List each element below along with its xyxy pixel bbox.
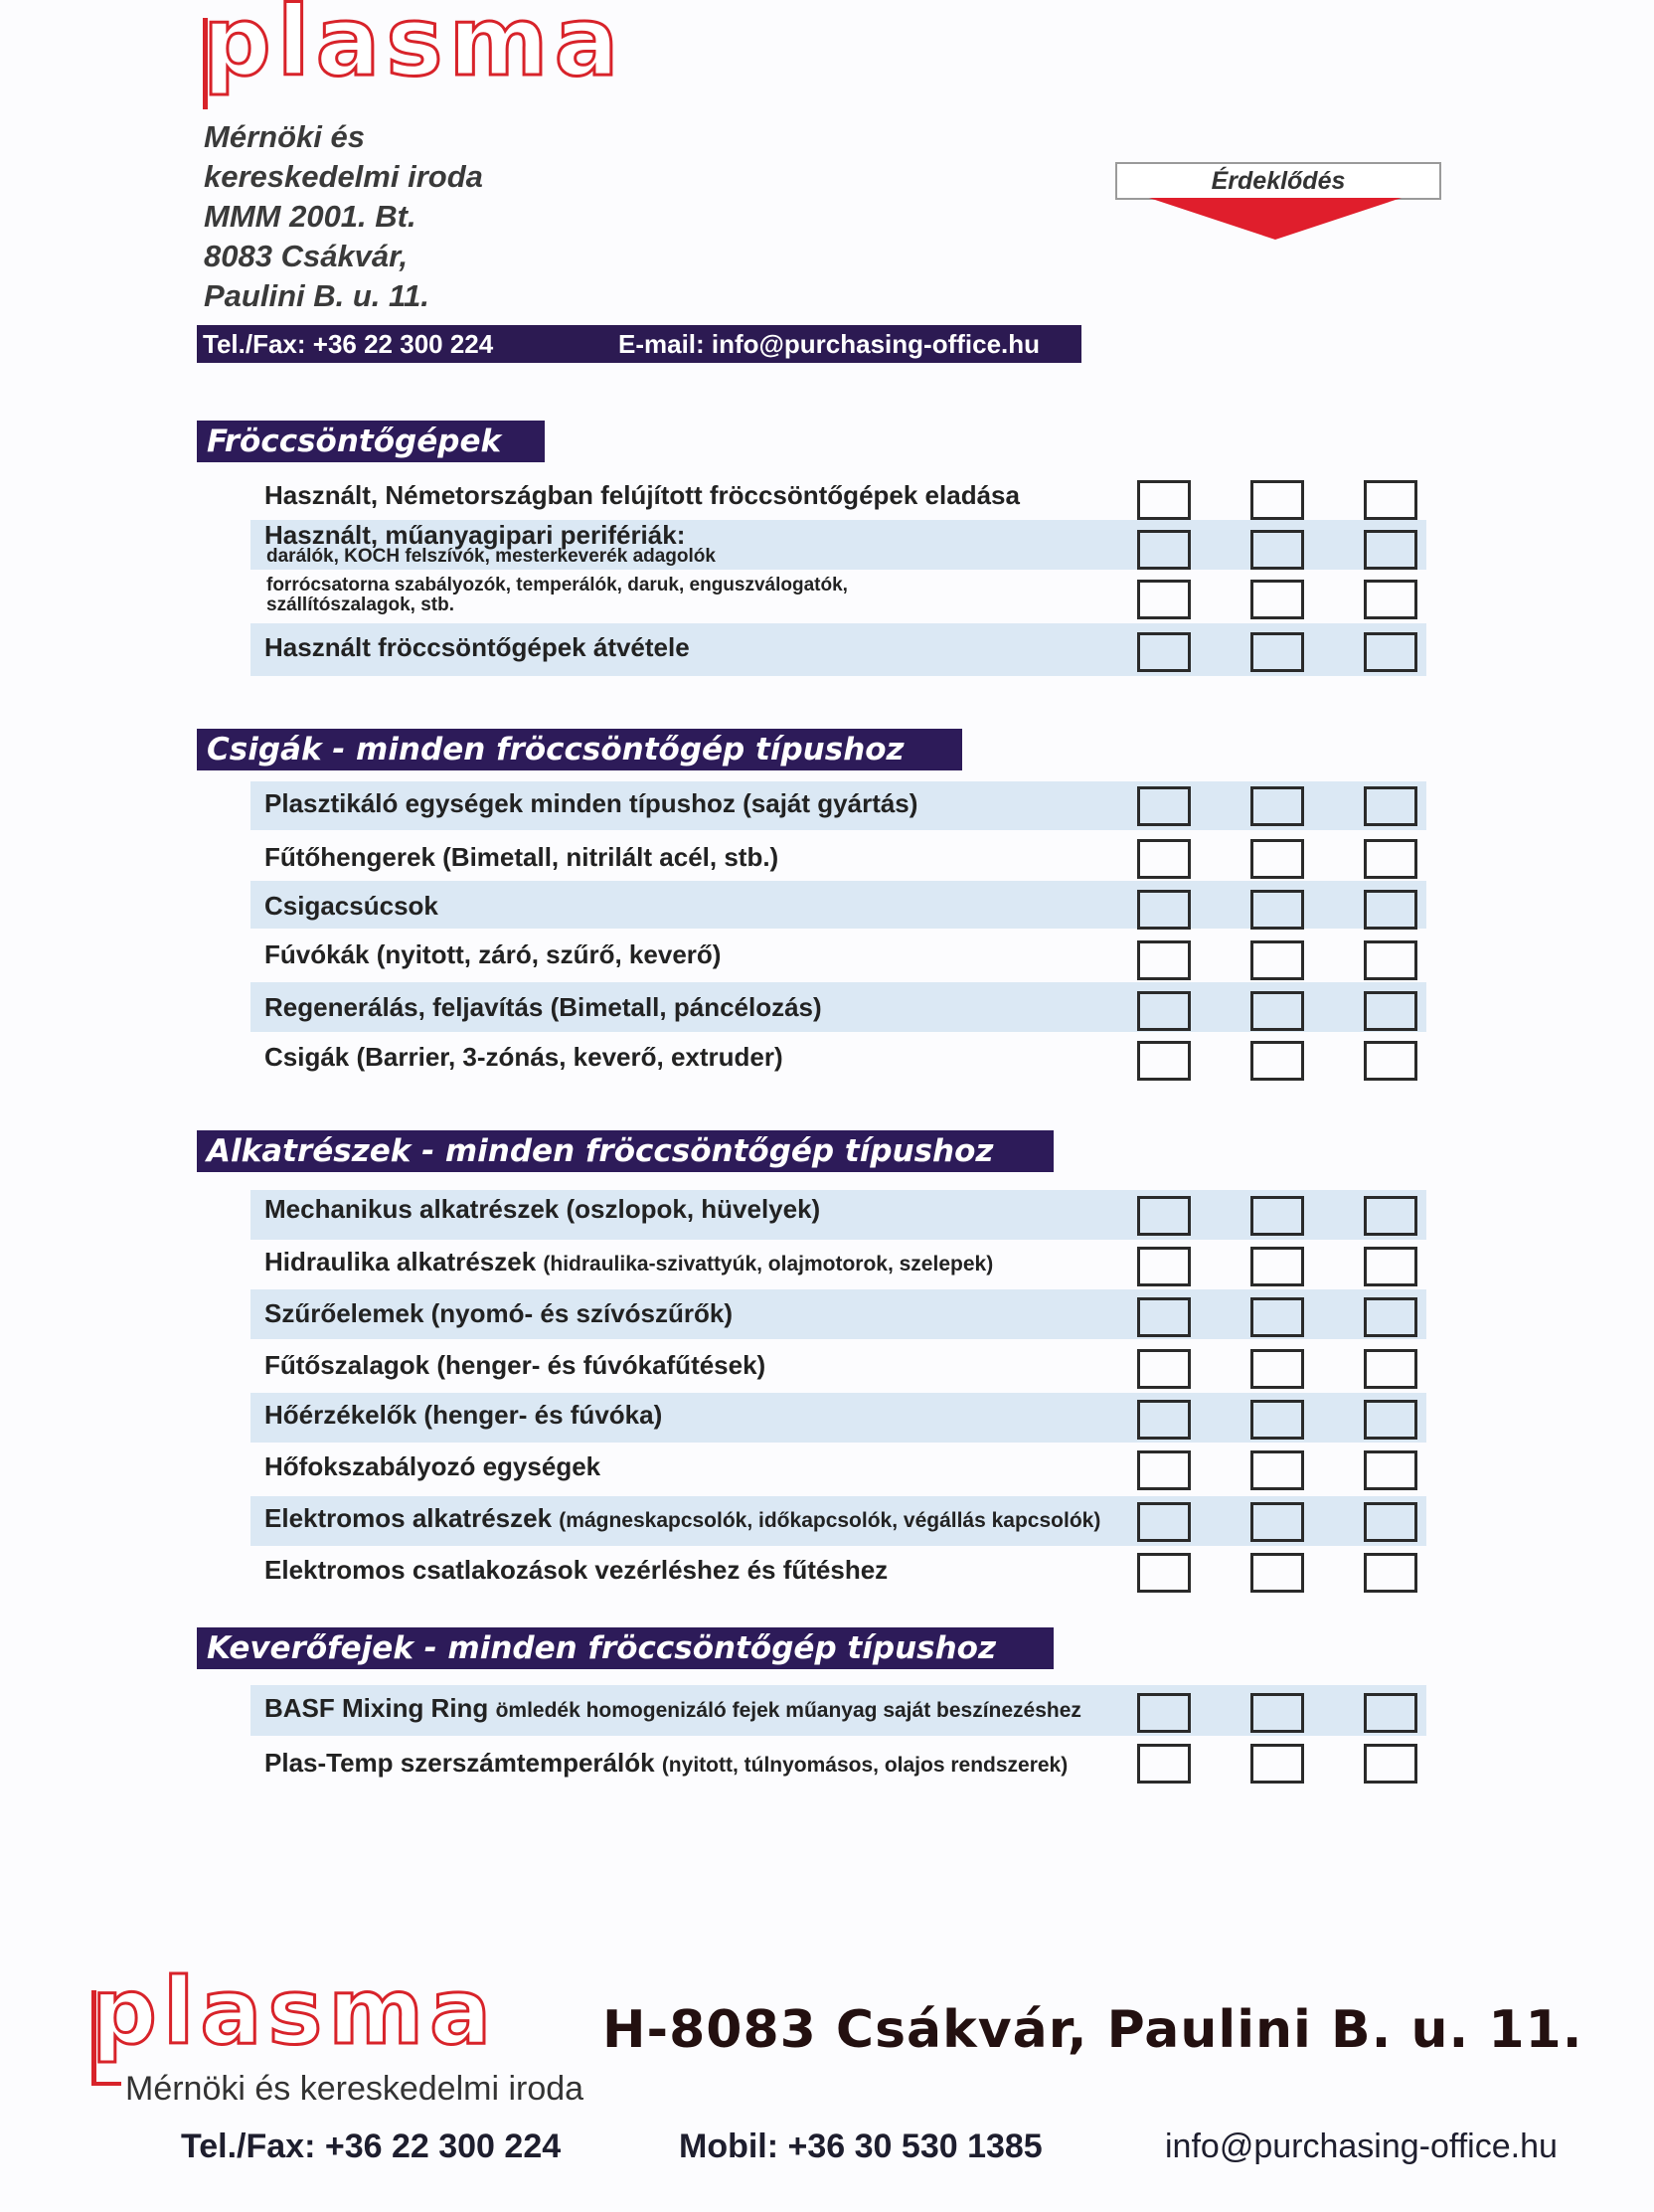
- interest-checkbox[interactable]: [1250, 1041, 1304, 1081]
- address-line: 8083 Csákvár,: [204, 239, 409, 273]
- interest-checkbox[interactable]: [1137, 1502, 1191, 1542]
- interest-checkbox[interactable]: [1364, 1247, 1417, 1286]
- interest-checkbox[interactable]: [1364, 580, 1417, 619]
- interest-checkbox[interactable]: [1250, 530, 1304, 570]
- interest-checkbox[interactable]: [1364, 940, 1417, 980]
- interest-checkbox[interactable]: [1250, 1196, 1304, 1236]
- list-item-label: Hidraulika alkatrészek: [264, 1247, 537, 1276]
- interest-checkbox[interactable]: [1364, 480, 1417, 520]
- interest-checkbox[interactable]: [1364, 632, 1417, 672]
- list-item-detail: ömledék homogenizáló fejek műanyag saját beszínezéshez: [495, 1699, 1081, 1722]
- interest-checkbox[interactable]: [1137, 991, 1191, 1031]
- list-item: Csigacsúcsok: [264, 891, 438, 921]
- interest-checkbox[interactable]: [1250, 1349, 1304, 1389]
- footer-address: H-8083 Csákvár, Paulini B. u. 11.: [602, 2000, 1583, 2060]
- address-line: Mérnöki és: [204, 119, 365, 154]
- list-item: Plasztikáló egységek minden típushoz (saját gyártás): [264, 788, 918, 818]
- interest-checkbox[interactable]: [1137, 1400, 1191, 1440]
- list-item-label: Elektromos alkatrészek: [264, 1503, 553, 1533]
- contact-bar: [197, 325, 1081, 363]
- section-title: Fröccsöntőgépek: [197, 421, 545, 462]
- interest-checkbox[interactable]: [1364, 1196, 1417, 1236]
- plasma-logo: plasma: [91, 1958, 498, 2065]
- interest-checkbox[interactable]: [1137, 1247, 1191, 1286]
- list-item: Fűtőszalagok (henger- és fúvókafűtések): [264, 1350, 766, 1380]
- list-item: Használt fröccsöntőgépek átvétele: [264, 632, 690, 662]
- interest-label: Érdeklődés: [1115, 162, 1441, 200]
- interest-checkbox[interactable]: [1250, 940, 1304, 980]
- interest-checkbox[interactable]: [1250, 1693, 1304, 1733]
- interest-checkbox[interactable]: [1250, 839, 1304, 879]
- interest-checkbox[interactable]: [1250, 632, 1304, 672]
- interest-checkbox[interactable]: [1364, 1744, 1417, 1784]
- list-item: Használt, műanyagipari perifériák:: [264, 520, 686, 550]
- list-item: Fúvókák (nyitott, záró, szűrő, keverő): [264, 939, 722, 969]
- interest-checkbox[interactable]: [1364, 530, 1417, 570]
- list-item-detail: (nyitott, túlnyomásos, olajos rendszerek): [661, 1754, 1069, 1777]
- interest-checkbox[interactable]: [1364, 1553, 1417, 1593]
- interest-checkbox[interactable]: [1250, 580, 1304, 619]
- section-title: Csigák - minden fröccsöntőgép típushoz: [197, 729, 962, 770]
- footer-mobile: Mobil: +36 30 530 1385: [679, 2127, 1043, 2165]
- list-item-detail: (hidraulika-szivattyúk, olajmotorok, szelepek): [543, 1253, 994, 1276]
- interest-checkbox[interactable]: [1137, 890, 1191, 930]
- list-item-detail: (mágneskapcsolók, időkapcsolók, végállás kapcsolók): [559, 1509, 1101, 1532]
- footer-tel: Tel./Fax: +36 22 300 224: [181, 2127, 562, 2165]
- list-item: Csigák (Barrier, 3-zónás, keverő, extruder): [264, 1042, 783, 1072]
- interest-checkbox[interactable]: [1250, 1400, 1304, 1440]
- interest-checkbox[interactable]: [1364, 786, 1417, 826]
- company-address: [204, 117, 483, 316]
- interest-checkbox[interactable]: [1137, 1196, 1191, 1236]
- interest-checkbox[interactable]: [1250, 1450, 1304, 1490]
- interest-checkbox[interactable]: [1364, 1400, 1417, 1440]
- list-item: Hőfokszabályozó egységek: [264, 1451, 601, 1481]
- interest-checkbox[interactable]: [1137, 940, 1191, 980]
- interest-checkbox[interactable]: [1137, 632, 1191, 672]
- list-item: Fűtőhengerek (Bimetall, nitrilált acél, stb.): [264, 842, 779, 872]
- contact-tel: Tel./Fax: +36 22 300 224: [203, 329, 494, 359]
- interest-checkbox[interactable]: [1364, 1450, 1417, 1490]
- list-item: [264, 1247, 993, 1279]
- interest-checkbox[interactable]: [1137, 1450, 1191, 1490]
- interest-checkbox[interactable]: [1364, 890, 1417, 930]
- interest-checkbox[interactable]: [1364, 1502, 1417, 1542]
- interest-checkbox[interactable]: [1137, 1041, 1191, 1081]
- list-item: Regenerálás, feljavítás (Bimetall, páncélozás): [264, 992, 822, 1022]
- list-item: [264, 1503, 1100, 1536]
- interest-checkbox[interactable]: [1250, 1744, 1304, 1784]
- interest-checkbox[interactable]: [1250, 480, 1304, 520]
- list-item: [264, 1748, 1068, 1781]
- interest-checkbox[interactable]: [1137, 839, 1191, 879]
- list-item: Elektromos csatlakozások vezérléshez és fűtéshez: [264, 1555, 889, 1585]
- interest-checkbox[interactable]: [1364, 1693, 1417, 1733]
- footer-email[interactable]: info@purchasing-office.hu: [1165, 2127, 1558, 2165]
- list-item-detail: darálók, KOCH felszívók, mesterkeverék adagolók: [266, 546, 716, 567]
- logo-bar: [91, 2082, 121, 2086]
- footer-subtitle: Mérnöki és kereskedelmi iroda: [125, 2070, 584, 2108]
- list-item: Mechanikus alkatrészek (oszlopok, hüvelyek): [264, 1194, 821, 1224]
- list-item-label: Plas-Temp szerszámtemperálók: [264, 1748, 655, 1778]
- interest-checkbox[interactable]: [1364, 1297, 1417, 1337]
- interest-checkbox[interactable]: [1137, 1693, 1191, 1733]
- interest-checkbox[interactable]: [1250, 1553, 1304, 1593]
- interest-checkbox[interactable]: [1250, 991, 1304, 1031]
- list-item-label: BASF Mixing Ring: [264, 1693, 489, 1723]
- interest-checkbox[interactable]: [1250, 890, 1304, 930]
- list-item: Hőérzékelők (henger- és fúvóka): [264, 1400, 663, 1430]
- list-item-detail: szállítószalagok, stb.: [266, 595, 454, 615]
- address-line: kereskedelmi iroda: [204, 159, 483, 194]
- list-item: [264, 1693, 1081, 1726]
- interest-checkbox[interactable]: [1250, 786, 1304, 826]
- interest-checkbox[interactable]: [1250, 1502, 1304, 1542]
- interest-checkbox[interactable]: [1364, 839, 1417, 879]
- interest-checkbox[interactable]: [1137, 480, 1191, 520]
- contact-email[interactable]: E-mail: info@purchasing-office.hu: [618, 329, 1041, 359]
- arrow-down-icon: [1149, 198, 1402, 242]
- list-item: Használt, Németországban felújított fröccsöntőgépek eladása: [264, 480, 1020, 510]
- address-line: MMM 2001. Bt.: [204, 199, 416, 234]
- interest-checkbox[interactable]: [1137, 530, 1191, 570]
- list-item-detail: forrócsatorna szabályozók, temperálók, daruk, enguszválogatók,: [266, 575, 848, 596]
- plasma-logo: plasma: [203, 0, 625, 97]
- interest-checkbox[interactable]: [1137, 1553, 1191, 1593]
- interest-checkbox[interactable]: [1364, 1041, 1417, 1081]
- interest-checkbox[interactable]: [1137, 580, 1191, 619]
- interest-checkbox[interactable]: [1137, 786, 1191, 826]
- interest-checkbox[interactable]: [1137, 1297, 1191, 1337]
- section-title: Keverőfejek - minden fröccsöntőgép típushoz: [197, 1627, 1054, 1669]
- interest-checkbox[interactable]: [1364, 991, 1417, 1031]
- interest-checkbox[interactable]: [1250, 1247, 1304, 1286]
- address-line: Paulini B. u. 11.: [204, 278, 429, 313]
- list-item: Szűrőelemek (nyomó- és szívószűrők): [264, 1298, 734, 1328]
- interest-checkbox[interactable]: [1137, 1744, 1191, 1784]
- interest-checkbox[interactable]: [1137, 1349, 1191, 1389]
- interest-checkbox[interactable]: [1250, 1297, 1304, 1337]
- interest-checkbox[interactable]: [1364, 1349, 1417, 1389]
- section-title: Alkatrészek - minden fröccsöntőgép típushoz: [197, 1130, 1054, 1172]
